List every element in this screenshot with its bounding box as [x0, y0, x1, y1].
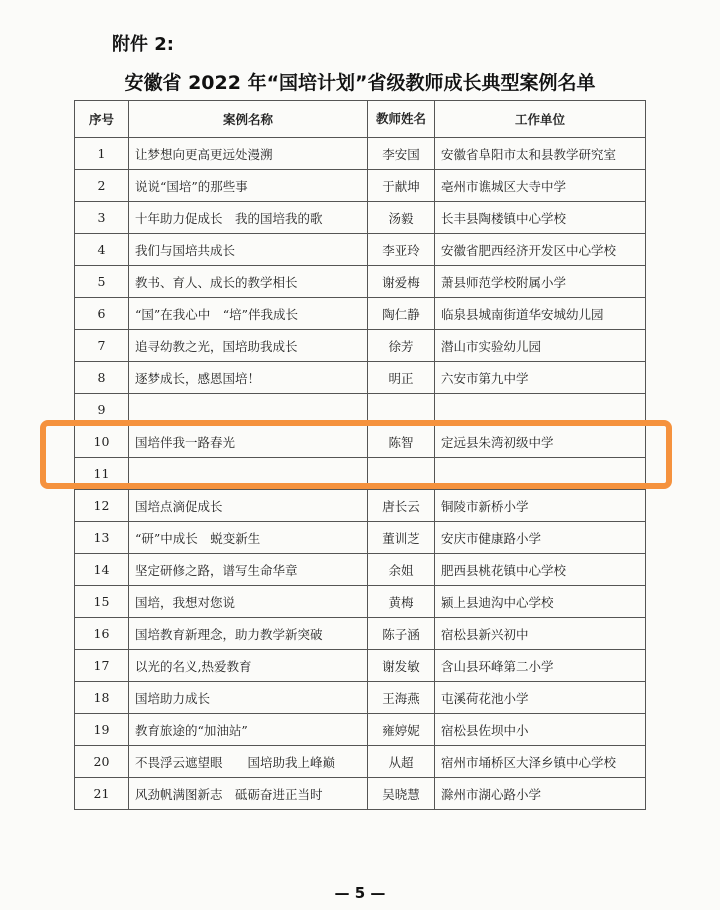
table-row — [75, 778, 646, 810]
work-unit: 萧县师范学校附属小学 — [435, 266, 646, 298]
table-row — [75, 522, 646, 554]
row-number: 14 — [75, 554, 129, 586]
header-case-name: 案例名称 — [129, 101, 368, 138]
teacher-name: 董训芝 — [368, 522, 435, 554]
table-row — [75, 682, 646, 714]
work-unit: 长丰县陶楼镇中心学校 — [435, 202, 646, 234]
row-number: 19 — [75, 714, 129, 746]
work-unit: 宿松县佐坝中小 — [435, 714, 646, 746]
table-row — [75, 234, 646, 266]
teacher-name: 明正 — [368, 362, 435, 394]
table-row — [75, 330, 646, 362]
case-name: 国培伴我一路春光 — [129, 426, 368, 458]
case-name — [129, 394, 368, 426]
teacher-name: 谢爱梅 — [368, 266, 435, 298]
row-number: 21 — [75, 778, 129, 810]
table-row — [75, 458, 646, 490]
teacher-name: 从超 — [368, 746, 435, 778]
work-unit: 滁州市湖心路小学 — [435, 778, 646, 810]
work-unit: 六安市第九中学 — [435, 362, 646, 394]
document-title: 安徽省 2022 年“国培计划”省级教师成长典型案例名单 — [124, 72, 596, 94]
case-name: “研”中成长 蜕变新生 — [129, 522, 368, 554]
teacher-name: 黄梅 — [368, 586, 435, 618]
table-row — [75, 202, 646, 234]
header-number: 序号 — [75, 101, 129, 138]
work-unit: 定远县朱湾初级中学 — [435, 426, 646, 458]
work-unit: 肥西县桃花镇中心学校 — [435, 554, 646, 586]
row-number: 8 — [75, 362, 129, 394]
table-row — [75, 618, 646, 650]
work-unit: 屯溪荷花池小学 — [435, 682, 646, 714]
case-name: 我们与国培共成长 — [129, 234, 368, 266]
work-unit: 潜山市实验幼儿园 — [435, 330, 646, 362]
header-teacher-name: 教师姓名 — [368, 101, 435, 138]
case-name: 国培助力成长 — [129, 682, 368, 714]
table-row — [75, 714, 646, 746]
row-number: 20 — [75, 746, 129, 778]
row-number: 5 — [75, 266, 129, 298]
row-number: 2 — [75, 170, 129, 202]
row-number: 11 — [75, 458, 129, 490]
case-name: 以光的名义,热爱教育 — [129, 650, 368, 682]
work-unit: 临泉县城南街道华安城幼儿园 — [435, 298, 646, 330]
work-unit: 安徽省阜阳市太和县教学研究室 — [435, 138, 646, 170]
case-name: 不畏浮云遮望眼 国培助我上峰巅 — [129, 746, 368, 778]
row-number: 18 — [75, 682, 129, 714]
table-row — [75, 362, 646, 394]
teacher-name: 谢发敏 — [368, 650, 435, 682]
teacher-name: 陈智 — [368, 426, 435, 458]
case-name: 教育旅途的“加油站” — [129, 714, 368, 746]
teacher-name: 唐长云 — [368, 490, 435, 522]
work-unit: 铜陵市新桥小学 — [435, 490, 646, 522]
teacher-name: 徐芳 — [368, 330, 435, 362]
case-name: 十年助力促成长 我的国培我的歌 — [129, 202, 368, 234]
teacher-name: 陈子涵 — [368, 618, 435, 650]
table-row — [75, 650, 646, 682]
case-list-table — [74, 100, 646, 810]
row-number: 3 — [75, 202, 129, 234]
header-work-unit: 工作单位 — [435, 101, 646, 138]
table-row — [75, 266, 646, 298]
teacher-name — [368, 394, 435, 426]
teacher-name: 吴晓慧 — [368, 778, 435, 810]
teacher-name: 雍婷妮 — [368, 714, 435, 746]
teacher-name: 李安国 — [368, 138, 435, 170]
case-name: 国培点滴促成长 — [129, 490, 368, 522]
teacher-name: 陶仁静 — [368, 298, 435, 330]
table-row — [75, 746, 646, 778]
row-number: 12 — [75, 490, 129, 522]
case-name: “国”在我心中 “培”伴我成长 — [129, 298, 368, 330]
case-name: 风劲帆满图新志 砥砺奋进正当时 — [129, 778, 368, 810]
work-unit: 颍上县迪沟中心学校 — [435, 586, 646, 618]
row-number: 13 — [75, 522, 129, 554]
row-number: 6 — [75, 298, 129, 330]
case-name: 国培教育新理念，助力教学新突破 — [129, 618, 368, 650]
table-row — [75, 170, 646, 202]
row-number: 1 — [75, 138, 129, 170]
table-row — [75, 490, 646, 522]
row-number: 17 — [75, 650, 129, 682]
teacher-name: 王海燕 — [368, 682, 435, 714]
work-unit: 安徽省肥西经济开发区中心学校 — [435, 234, 646, 266]
table-row — [75, 138, 646, 170]
table-header-row — [75, 101, 646, 138]
case-name: 国培，我想对您说 — [129, 586, 368, 618]
work-unit: 宿松县新兴初中 — [435, 618, 646, 650]
table-body — [75, 138, 646, 810]
work-unit: 含山县环峰第二小学 — [435, 650, 646, 682]
case-name — [129, 458, 368, 490]
teacher-name — [368, 458, 435, 490]
work-unit — [435, 458, 646, 490]
work-unit: 宿州市埇桥区大泽乡镇中心学校 — [435, 746, 646, 778]
work-unit — [435, 394, 646, 426]
row-number: 16 — [75, 618, 129, 650]
table-row — [75, 426, 646, 458]
row-number: 15 — [75, 586, 129, 618]
row-number: 10 — [75, 426, 129, 458]
attachment-label: 附件 2: — [112, 34, 174, 55]
work-unit: 安庆市健康路小学 — [435, 522, 646, 554]
page-number: — 5 — — [334, 884, 386, 902]
teacher-name: 汤毅 — [368, 202, 435, 234]
row-number: 9 — [75, 394, 129, 426]
teacher-name: 余姐 — [368, 554, 435, 586]
case-name: 追寻幼教之光，国培助我成长 — [129, 330, 368, 362]
case-name: 让梦想向更高更远处漫溯 — [129, 138, 368, 170]
table-row — [75, 554, 646, 586]
case-name: 教书、育人、成长的教学相长 — [129, 266, 368, 298]
case-name: 坚定研修之路，谱写生命华章 — [129, 554, 368, 586]
teacher-name: 于献坤 — [368, 170, 435, 202]
case-name: 说说“国培”的那些事 — [129, 170, 368, 202]
table-row — [75, 586, 646, 618]
teacher-name: 李亚玲 — [368, 234, 435, 266]
table-row — [75, 298, 646, 330]
case-name: 逐梦成长，感恩国培！ — [129, 362, 368, 394]
table-row — [75, 394, 646, 426]
row-number: 7 — [75, 330, 129, 362]
work-unit: 亳州市谯城区大寺中学 — [435, 170, 646, 202]
row-number: 4 — [75, 234, 129, 266]
